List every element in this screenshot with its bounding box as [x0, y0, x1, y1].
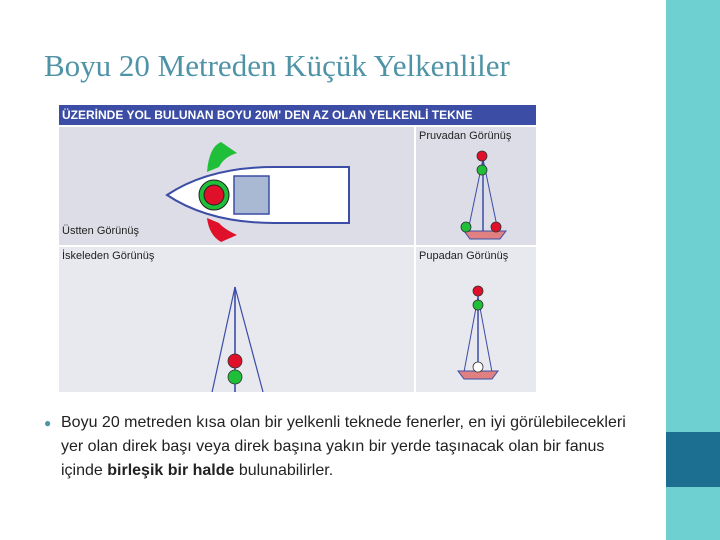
bow-masthead-green-icon	[477, 165, 487, 175]
slide-title: Boyu 20 Metreden Küçük Yelkenliler	[44, 48, 510, 83]
bullet-text-bold: birleşik bir halde	[107, 462, 235, 479]
stern-masthead-green-icon	[473, 300, 483, 310]
top-view-cabin	[234, 176, 269, 214]
port-view-diagram	[59, 247, 414, 392]
top-view-panel	[59, 127, 414, 245]
bow-view-label: Pruvadan Görünüş	[419, 130, 512, 142]
bullet-text	[61, 411, 641, 483]
bow-masthead-red-icon	[477, 151, 487, 161]
top-view-label: Üstten Görünüş	[62, 225, 140, 237]
bow-view-diagram	[416, 127, 536, 245]
bullet-text-start: Boyu 20 metreden kısa olan bir yelkenli teknede fenerler, en iyi görülebilecekleri yer olan direk başı veya direk başına yakın bir yerde taşınacak olan bir fanus içinde	[61, 414, 626, 479]
bow-hull	[464, 231, 506, 239]
bow-view-panel	[416, 127, 536, 245]
decorative-side-accent	[666, 432, 720, 487]
red-sector-icon	[207, 218, 237, 242]
combined-light-center-icon	[204, 185, 224, 205]
green-sector-icon	[207, 142, 237, 172]
bow-side-green-icon	[461, 222, 471, 232]
stern-view-panel	[416, 247, 536, 392]
bullet-icon: ●	[44, 416, 52, 430]
port-masthead-red-icon	[228, 354, 242, 368]
bullet-text-end: bulunabilirler.	[234, 462, 334, 479]
port-masthead-green-icon	[228, 370, 242, 384]
figure-header: ÜZERİNDE YOL BULUNAN BOYU 20M' DEN AZ OLAN YELKENLİ TEKNE	[59, 105, 536, 125]
stern-masthead-red-icon	[473, 286, 483, 296]
stern-white-light-icon	[473, 362, 483, 372]
stern-view-diagram	[416, 247, 536, 392]
bow-side-red-icon	[491, 222, 501, 232]
port-view-label: İskeleden Görünüş	[62, 250, 155, 262]
stern-view-label: Pupadan Görünüş	[419, 250, 509, 262]
sailboat-lights-figure	[59, 105, 536, 392]
port-view-panel	[59, 247, 414, 392]
